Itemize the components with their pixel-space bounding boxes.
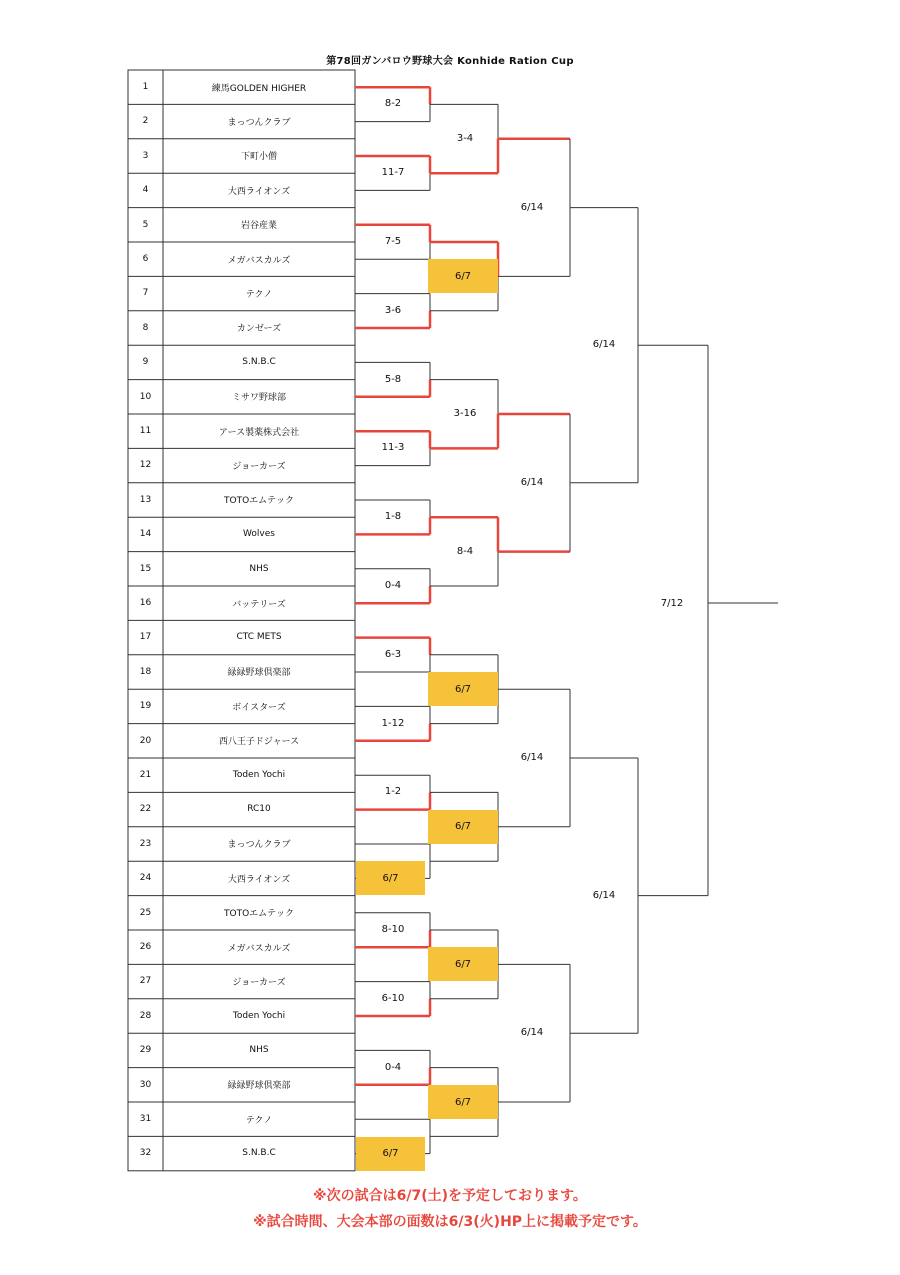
- pending-date-box: 6/7: [428, 947, 498, 981]
- team-name: 下町小僧: [240, 152, 277, 163]
- pending-date-box: 6/7: [356, 861, 425, 895]
- match-score: 7-5: [384, 236, 402, 247]
- team-number: 27: [139, 976, 152, 987]
- notice-next-game: ※次の試合は6/7(土)を予定しております。: [313, 1188, 587, 1204]
- team-number: 11: [139, 426, 152, 436]
- team-name: テクノ: [245, 1115, 273, 1126]
- team-number: 17: [139, 632, 152, 643]
- team-number: 21: [139, 770, 152, 780]
- team-number: 28: [139, 1010, 152, 1021]
- team-number: 24: [139, 873, 152, 884]
- match-score: 1-8: [384, 511, 402, 523]
- team-number: 3: [142, 150, 149, 161]
- team-number: 20: [139, 735, 152, 746]
- team-name: Toden Yochi: [232, 1010, 286, 1021]
- team-name: 緑緑野球倶楽部: [227, 1081, 291, 1092]
- round3-date: 6/14: [520, 752, 544, 763]
- match-score: 6-10: [381, 992, 405, 1004]
- pending-date-box: 6/7: [428, 810, 498, 844]
- match-score: 3-6: [384, 304, 402, 316]
- tournament-title: 第78回ガンバロウ野球大会 Konhide Ration Cup: [326, 56, 574, 67]
- team-number: 16: [139, 598, 152, 608]
- team-number: 29: [139, 1045, 152, 1056]
- team-number: 9: [142, 357, 149, 368]
- team-name: カンゼーズ: [236, 324, 282, 335]
- team-name: CTC METS: [236, 632, 282, 643]
- team-number: 19: [139, 701, 152, 712]
- match-score: 0-4: [384, 1061, 402, 1073]
- match-score: 1-12: [381, 717, 405, 729]
- team-number: 13: [139, 494, 152, 505]
- team-name: ジョーカーズ: [232, 461, 286, 472]
- team-name: NHS: [249, 1045, 269, 1056]
- team-name: TOTOエムテック: [224, 909, 294, 920]
- pending-date-box: 6/7: [428, 672, 498, 706]
- team-name: S.N.B.C: [242, 1148, 276, 1159]
- team-name: 大西ライオンズ: [227, 186, 291, 197]
- team-number: 2: [142, 116, 149, 127]
- round3-date: 6/14: [520, 201, 544, 213]
- team-number: 32: [139, 1148, 152, 1159]
- match-score: 11-3: [381, 442, 405, 454]
- team-number: 6: [142, 254, 149, 264]
- team-name: アース製薬株式会社: [218, 427, 300, 438]
- round4-date: 6/14: [592, 339, 616, 351]
- match-score: 8-4: [456, 545, 474, 557]
- team-name: メガバスカルズ: [227, 943, 291, 954]
- match-score: 8-10: [381, 924, 405, 935]
- team-number: 15: [139, 563, 152, 574]
- team-name: TOTOエムテック: [224, 496, 294, 507]
- team-number: 25: [139, 907, 152, 918]
- match-score: 1-2: [384, 786, 402, 798]
- match-score: 5-8: [384, 373, 402, 385]
- match-score: 0-4: [384, 580, 402, 591]
- round4-date: 6/14: [592, 889, 616, 901]
- team-number: 22: [139, 804, 152, 815]
- team-name: メガバスカルズ: [227, 255, 291, 266]
- team-name: 緑緑野球倶楽部: [227, 668, 291, 679]
- team-name: バッテリーズ: [232, 599, 286, 610]
- team-number: 26: [139, 942, 152, 952]
- final-date: 7/12: [660, 598, 684, 609]
- match-score: 8-2: [384, 98, 402, 110]
- team-name: ボイスターズ: [232, 702, 286, 713]
- pending-date-box: 6/7: [428, 259, 498, 293]
- match-score: 3-4: [456, 132, 474, 144]
- team-number: 14: [139, 529, 152, 540]
- team-name: まっつんクラブ: [227, 840, 291, 851]
- team-name: Toden Yochi: [232, 770, 286, 780]
- team-name: NHS: [249, 563, 269, 574]
- match-score: 11-7: [381, 167, 405, 179]
- team-name: 西八王子ドジャース: [218, 737, 300, 748]
- team-number: 12: [139, 460, 152, 471]
- team-name: まっつんクラブ: [227, 117, 291, 128]
- team-number: 10: [139, 391, 152, 402]
- team-name: ジョーカーズ: [232, 977, 286, 988]
- team-number: 31: [139, 1114, 152, 1124]
- match-score: 3-16: [453, 408, 477, 419]
- team-number: 4: [142, 185, 149, 196]
- team-number: 1: [142, 82, 149, 92]
- notice-schedule: ※試合時間、大会本部の面数は6/3(火)HP上に掲載予定です。: [253, 1214, 647, 1230]
- team-name: S.N.B.C: [242, 357, 276, 368]
- team-number: 18: [139, 666, 152, 677]
- team-name: Wolves: [243, 529, 275, 540]
- team-number: 23: [139, 838, 152, 849]
- match-score: 6-3: [384, 648, 402, 660]
- team-number: 8: [142, 322, 149, 333]
- round3-date: 6/14: [520, 1027, 544, 1039]
- pending-date-box: 6/7: [356, 1137, 425, 1171]
- team-name: 大西ライオンズ: [227, 874, 291, 885]
- team-name: RC10: [247, 804, 271, 815]
- team-name: 岩谷産業: [240, 221, 277, 232]
- team-name: ミサワ野球部: [231, 393, 286, 404]
- team-number: 30: [139, 1079, 152, 1090]
- team-name: 練馬GOLDEN HIGHER: [211, 83, 307, 94]
- round3-date: 6/14: [520, 476, 544, 488]
- team-number: 5: [142, 219, 149, 230]
- pending-date-box: 6/7: [428, 1085, 498, 1119]
- team-name: テクノ: [245, 289, 273, 300]
- team-number: 7: [142, 288, 149, 299]
